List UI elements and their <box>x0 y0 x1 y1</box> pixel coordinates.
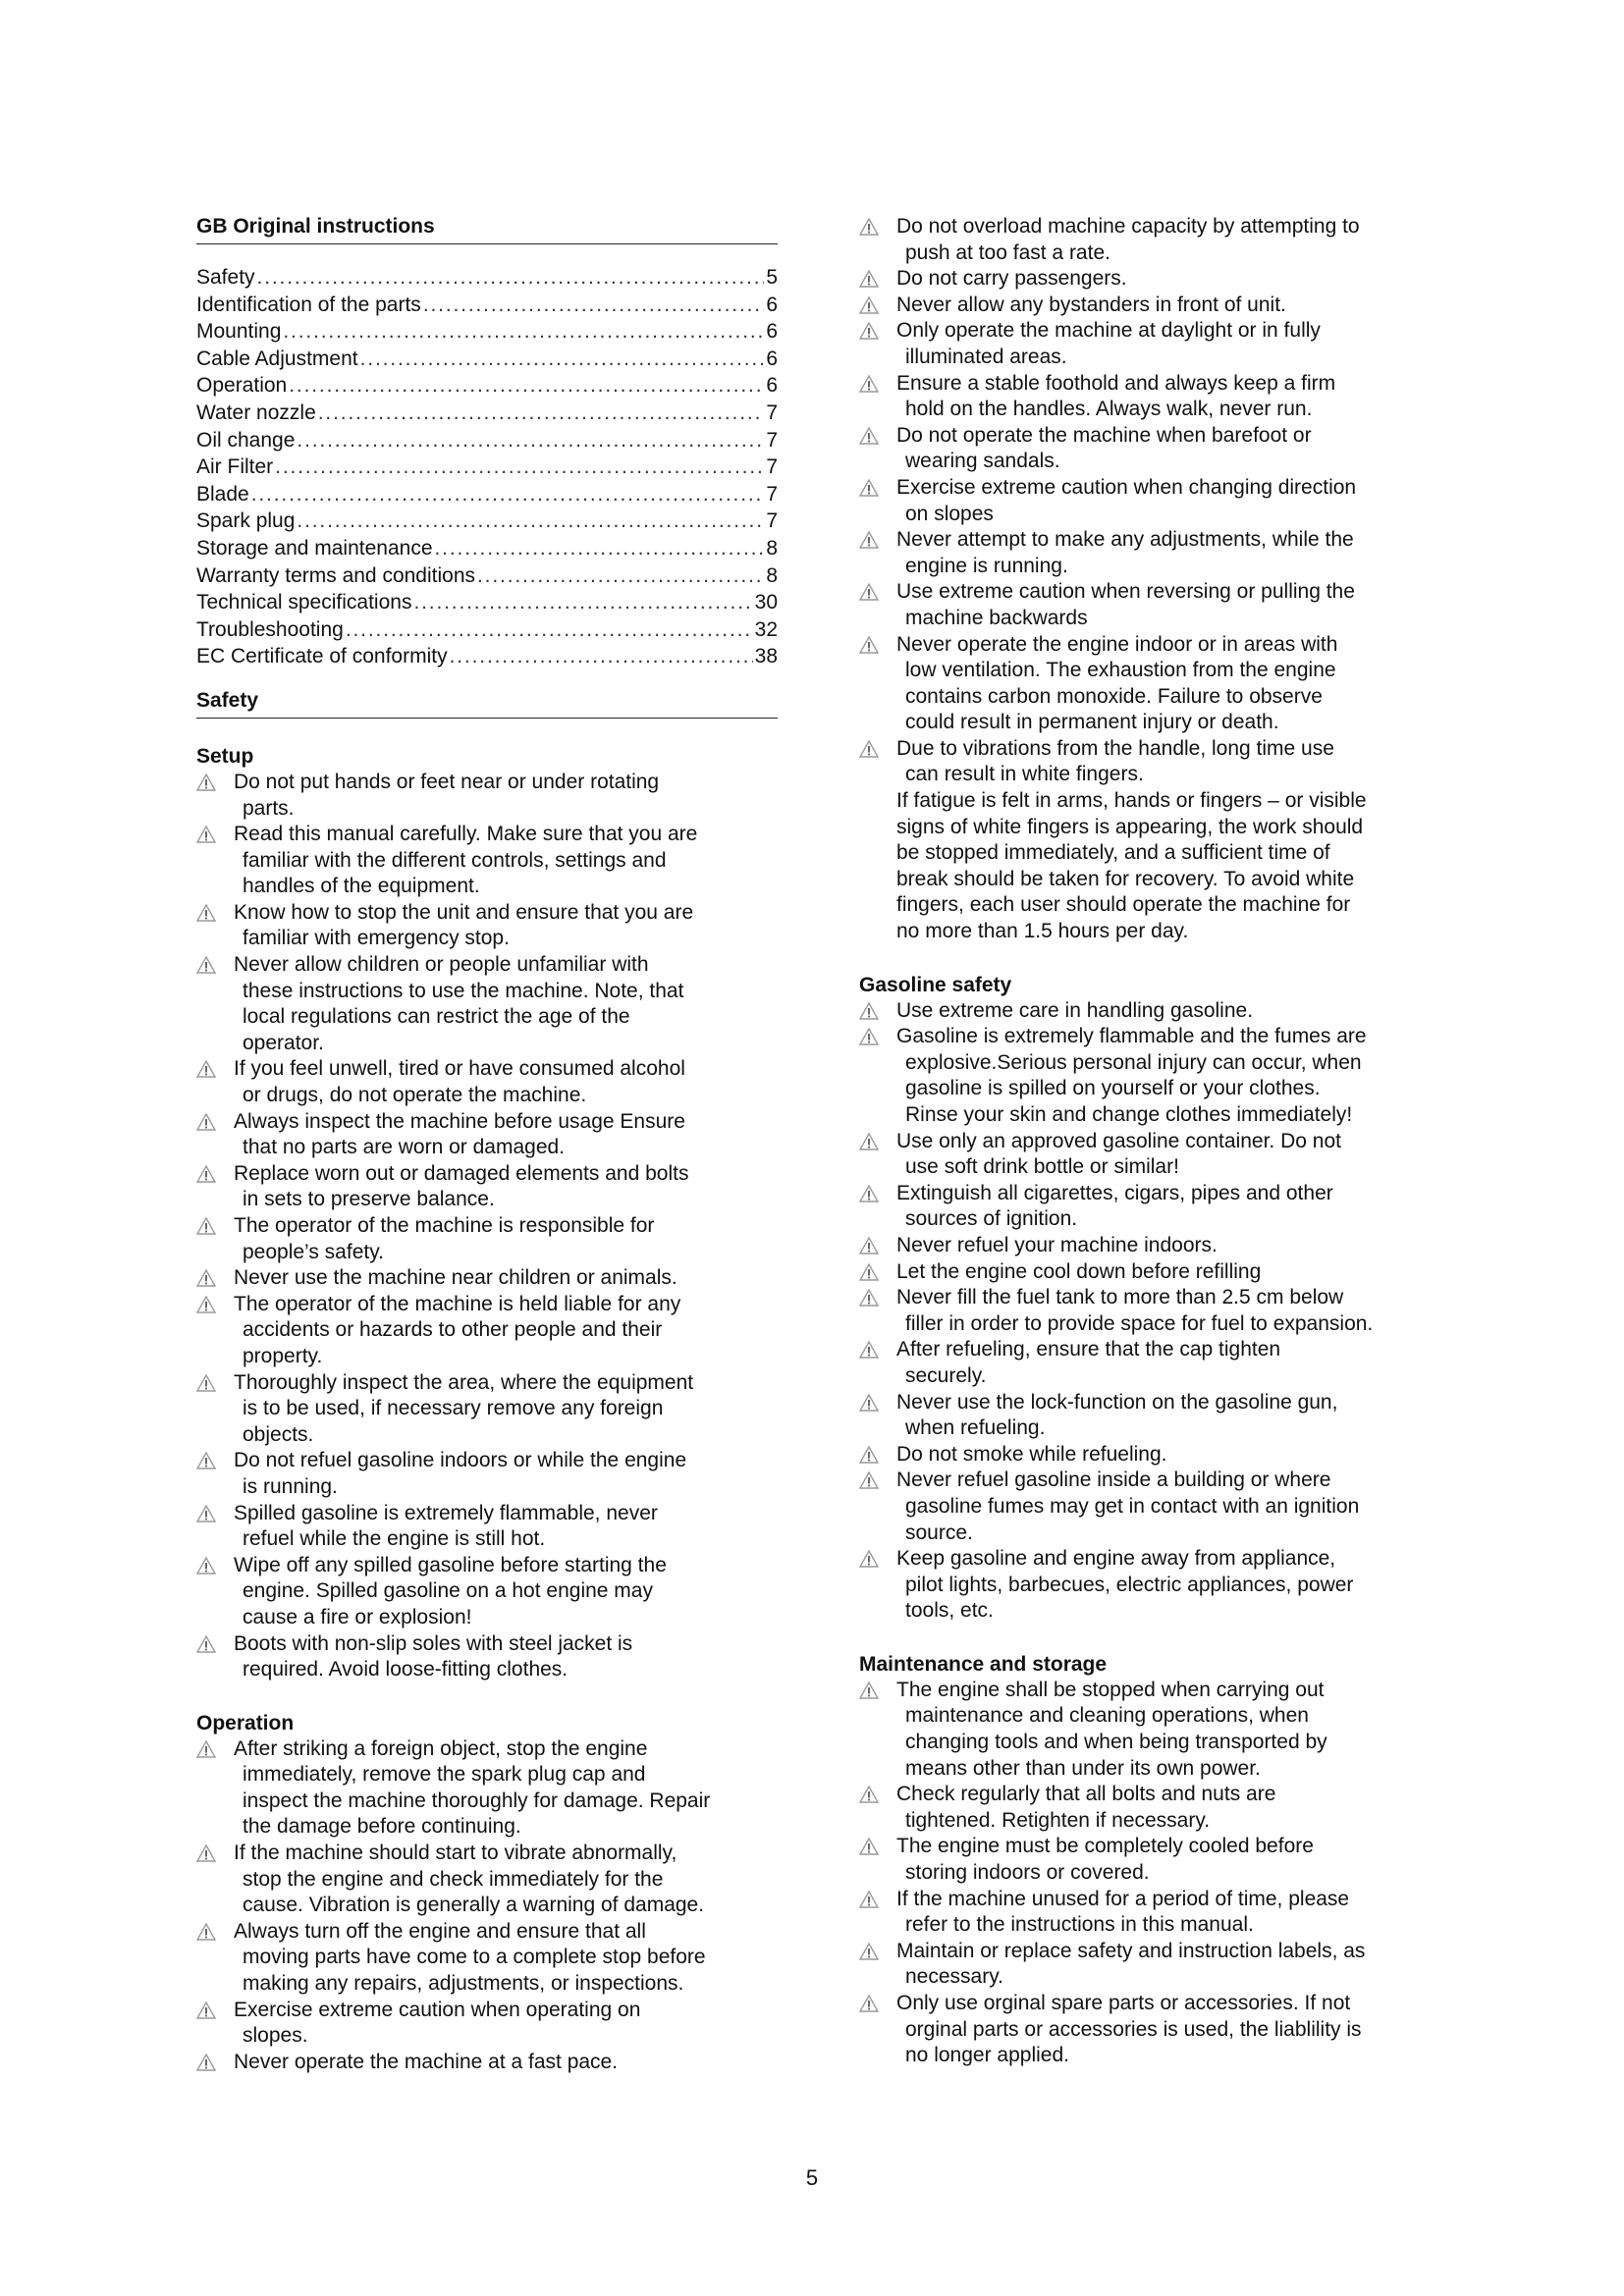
warning-text-line: use soft drink bottle or similar! <box>905 1155 1179 1179</box>
warning-triangle-icon <box>859 296 879 314</box>
warning-text-line: people’s safety. <box>243 1240 384 1263</box>
warning-text-line: necessary. <box>905 1965 1003 1989</box>
note-text-line: If fatigue is felt in arms, hands or fingers – or visible <box>896 789 1367 813</box>
warning-triangle-icon <box>196 1923 216 1941</box>
toc-leader-dots <box>275 454 764 481</box>
toc-title: Safety <box>196 266 255 289</box>
warning-text-line: maintenance and cleaning operations, when <box>905 1704 1309 1728</box>
warning-text-line: The engine must be completely cooled before <box>896 1835 1314 1858</box>
toc-page-number: 6 <box>766 320 778 344</box>
warning-triangle-icon <box>859 1028 879 1045</box>
toc-entry <box>196 427 778 454</box>
warning-text-line: on slopes <box>905 502 994 525</box>
warning-list-item <box>859 371 1448 423</box>
safety-heading: Safety <box>196 688 778 719</box>
warning-text-line: After refueling, ensure that the cap tighten <box>896 1338 1281 1362</box>
warning-text-line: Spilled gasoline is extremely flammable, never <box>234 1501 658 1524</box>
warning-text-line: changing tools and when being transported by <box>905 1731 1327 1754</box>
warning-text-line: required. Avoid loose-fitting clothes. <box>243 1658 568 1682</box>
warning-list-item <box>196 1919 778 1998</box>
toc-leader-dots <box>413 589 752 616</box>
warning-text-line: wearing sandals. <box>905 450 1060 473</box>
toc-entry <box>196 507 778 535</box>
warning-list-item <box>196 1631 778 1683</box>
warning-triangle-icon <box>859 583 879 601</box>
warning-list-item <box>859 1468 1448 1546</box>
warning-triangle-icon <box>859 218 879 236</box>
warning-list-item <box>859 1939 1448 1991</box>
warning-text-line: parts. <box>243 796 295 820</box>
warning-triangle-icon <box>196 1374 216 1392</box>
warning-text-line: is running. <box>243 1474 338 1498</box>
toc-entry <box>196 562 778 590</box>
warning-triangle-icon <box>196 2054 216 2071</box>
warning-list-item <box>196 1292 778 1370</box>
toc-leader-dots <box>289 372 764 400</box>
warning-list-item <box>859 423 1448 475</box>
warning-text-line: Read this manual carefully. Make sure that you are <box>234 823 698 846</box>
warning-text-line: immediately, remove the spark plug cap and <box>243 1763 646 1787</box>
toc-leader-dots <box>360 346 765 373</box>
warning-triangle-icon <box>859 322 879 340</box>
warning-text-line: local regulations can restrict the age of the <box>243 1005 630 1029</box>
warning-triangle-icon <box>196 1740 216 1758</box>
warning-text-line: tools, etc. <box>905 1599 994 1623</box>
warning-text-line: Know how to stop the unit and ensure that you are <box>234 900 694 924</box>
warning-list-item <box>859 1546 1448 1625</box>
warning-list-item <box>859 1024 1448 1128</box>
toc-page-number: 7 <box>766 455 778 479</box>
toc-leader-dots <box>477 562 764 590</box>
toc-title: Air Filter <box>196 455 274 479</box>
warning-list-item <box>196 1501 778 1553</box>
note-text-line: be stopped immediately, and a sufficient time of <box>896 841 1330 865</box>
warning-triangle-icon <box>196 774 216 791</box>
warning-list-item <box>859 1181 1448 1233</box>
warning-text-line: securely. <box>905 1363 987 1387</box>
warning-list-item <box>859 293 1448 319</box>
toc-entry <box>196 643 778 670</box>
warning-text-line: stop the engine and check immediately for the <box>243 1867 664 1891</box>
warning-triangle-icon <box>859 1289 879 1307</box>
note-text-line: fingers, each user should operate the machine for <box>896 893 1351 917</box>
warning-text-line: inspect the machine thoroughly for damage. Repair <box>243 1789 711 1812</box>
warning-list-item <box>859 318 1448 370</box>
warning-list-item <box>859 1991 1448 2069</box>
warning-text-line: After striking a foreign object, stop the engine <box>234 1736 648 1760</box>
warning-list-item <box>196 1448 778 1500</box>
warning-triangle-icon <box>859 1263 879 1281</box>
warning-triangle-icon <box>859 1471 879 1489</box>
warning-triangle-icon <box>859 375 879 393</box>
gasoline-safety-list <box>859 998 1448 1625</box>
operation-list <box>196 1736 778 2076</box>
operation-list-continued <box>859 214 1448 788</box>
warning-list-item <box>196 1998 778 2050</box>
toc-page-number: 7 <box>766 400 778 424</box>
warning-text-line: Only use orginal spare parts or accessories. If not <box>896 1992 1351 2014</box>
document-header: GB Original instructions <box>196 214 778 244</box>
toc-title: Operation <box>196 374 288 398</box>
warning-list-item <box>859 1442 1448 1468</box>
warning-text-line: Never allow any bystanders in front of unit. <box>896 293 1286 316</box>
toc-page-number: 32 <box>754 617 778 641</box>
warning-text-line: refer to the instructions in this manual. <box>905 1913 1254 1937</box>
toc-page-number: 6 <box>766 374 778 398</box>
warning-text-line: low ventilation. The exhaustion from the engine <box>905 659 1336 682</box>
warning-text-line: Extinguish all cigarettes, cigars, pipes and other <box>896 1181 1333 1204</box>
warning-text-line: Wipe off any spilled gasoline before starting the <box>234 1553 667 1576</box>
toc-entry <box>196 454 778 481</box>
toc-leader-dots <box>251 481 765 508</box>
warning-text-line: that no parts are worn or damaged. <box>243 1136 566 1159</box>
note-text-line: signs of white fingers is appearing, the work should <box>896 815 1364 838</box>
warning-text-line: Ensure a stable foothold and always keep a firm <box>896 371 1336 395</box>
warning-triangle-icon <box>859 479 879 497</box>
toc-title: Water nozzle <box>196 400 316 424</box>
warning-list-item <box>859 266 1448 293</box>
toc-title: Blade <box>196 482 249 506</box>
warning-text-line: pilot lights, barbecues, electric appliances, power <box>905 1573 1354 1596</box>
warning-text-line: filler in order to provide space for fuel to expansion. <box>905 1311 1374 1335</box>
warning-list-item <box>859 1834 1448 1886</box>
warning-list-item <box>859 632 1448 736</box>
warning-text-line: cause a fire or explosion! <box>243 1605 472 1629</box>
warning-triangle-icon <box>196 826 216 843</box>
warning-text-line: Replace worn out or damaged elements and bolts <box>234 1161 689 1185</box>
toc-page-number: 5 <box>766 266 778 289</box>
maintenance-list <box>859 1678 1448 2069</box>
toc-entry <box>196 400 778 427</box>
warning-text-line: Thoroughly inspect the area, where the equipment <box>234 1370 694 1394</box>
warning-list-item <box>196 1553 778 1631</box>
warning-text-line: If you feel unwell, tired or have consumed alcohol <box>234 1057 685 1081</box>
warning-list-item <box>196 1841 778 1919</box>
warning-list-item <box>859 579 1448 631</box>
toc-title: Cable Adjustment <box>196 347 358 370</box>
warning-triangle-icon <box>196 1217 216 1235</box>
warning-triangle-icon <box>196 1113 216 1131</box>
warning-triangle-icon <box>859 1891 879 1908</box>
warning-triangle-icon <box>859 1237 879 1255</box>
warning-triangle-icon <box>196 1296 216 1313</box>
warning-text-line: means other than under its own power. <box>905 1756 1261 1780</box>
warning-triangle-icon <box>859 1341 879 1359</box>
warning-text-line: accidents or hazards to other people and their <box>243 1318 663 1342</box>
warning-triangle-icon <box>196 1844 216 1862</box>
warning-text-line: slopes. <box>243 2024 308 2048</box>
note-text-line: break should be taken for recovery. To avoid white <box>896 867 1355 890</box>
toc-entry <box>196 589 778 616</box>
toc-entry <box>196 372 778 400</box>
warning-text-line: tightened. Retighten if necessary. <box>905 1808 1211 1832</box>
warning-triangle-icon <box>859 1133 879 1150</box>
maintenance-heading: Maintenance and storage <box>859 1652 1108 1676</box>
warning-text-line: machine backwards <box>905 606 1088 629</box>
toc-leader-dots <box>297 507 764 535</box>
warning-triangle-icon <box>859 531 879 549</box>
warning-triangle-icon <box>859 1185 879 1202</box>
warning-text-line: Do not carry passengers. <box>896 267 1127 291</box>
warning-text-line: Only operate the machine at daylight or in fully <box>896 319 1321 343</box>
warning-triangle-icon <box>859 1943 879 1960</box>
warning-text-line: gasoline fumes may get in contact with an ignition <box>905 1494 1360 1518</box>
warning-triangle-icon <box>859 427 879 445</box>
warning-text-line: explosive.Serious personal injury can occur, when <box>905 1050 1362 1074</box>
left-column <box>196 214 778 2075</box>
warning-list-item <box>196 770 778 822</box>
toc-page-number: 7 <box>766 509 778 533</box>
warning-triangle-icon <box>196 904 216 922</box>
warning-text-line: Never allow children or people unfamiliar with <box>234 953 649 977</box>
warning-text-line: in sets to preserve balance. <box>243 1188 495 1211</box>
warning-text-line: contains carbon monoxide. Failure to observe <box>905 684 1323 708</box>
warning-text-line: Do not smoke while refueling. <box>896 1442 1167 1466</box>
warning-text-line: familiar with emergency stop. <box>243 927 510 950</box>
warning-text-line: Check regularly that all bolts and nuts are <box>896 1783 1276 1806</box>
operation-heading: Operation <box>196 1711 295 1735</box>
warning-text-line: Maintain or replace safety and instruction labels, as <box>896 1939 1366 1962</box>
warning-text-line: gasoline is spilled on yourself or your clothes. <box>905 1077 1321 1100</box>
toc-title: Warranty terms and conditions <box>196 563 476 587</box>
warning-text-line: Boots with non-slip soles with steel jacket is <box>234 1631 633 1655</box>
toc-page-number: 8 <box>766 536 778 560</box>
warning-list-item <box>196 952 778 1056</box>
toc-page-number: 6 <box>766 347 778 370</box>
toc-title: Identification of the parts <box>196 293 421 316</box>
warning-text-line: illuminated areas. <box>905 345 1067 368</box>
warning-triangle-icon <box>196 2002 216 2019</box>
warning-text-line: Never operate the engine indoor or in areas with <box>896 632 1338 656</box>
warning-list-item <box>859 1285 1448 1337</box>
warning-text-line: Rinse your skin and change clothes immediately! <box>905 1103 1353 1126</box>
page-number: 5 <box>805 2165 819 2190</box>
warning-text-line: If the machine unused for a period of time, please <box>896 1887 1350 1910</box>
warning-text-line: the damage before continuing. <box>243 1815 521 1839</box>
warning-text-line: Use extreme care in handling gasoline. <box>896 998 1254 1022</box>
warning-text-line: these instructions to use the machine. Note, that <box>243 979 684 1002</box>
warning-list-item <box>196 1370 778 1449</box>
warning-text-line: is to be used, if necessary remove any foreign <box>243 1397 664 1420</box>
warning-text-line: hold on the handles. Always walk, never run. <box>905 398 1313 421</box>
warning-text-line: Keep gasoline and engine away from appliance, <box>896 1547 1336 1571</box>
warning-triangle-icon <box>196 956 216 974</box>
warning-list-item <box>196 1265 778 1292</box>
toc-page-number: 38 <box>754 645 778 668</box>
warning-text-line: moving parts have come to a complete stop before <box>243 1946 706 1969</box>
warning-text-line: refuel while the engine is still hot. <box>243 1527 546 1551</box>
warning-list-item <box>859 1390 1448 1442</box>
warning-list-item <box>859 998 1448 1025</box>
warning-list-item <box>859 1233 1448 1259</box>
warning-text-line: The operator of the machine is held liable for any <box>234 1292 681 1315</box>
toc-page-number: 6 <box>766 293 778 316</box>
warning-triangle-icon <box>196 1269 216 1287</box>
note-text-line: no more than 1.5 hours per day. <box>896 920 1189 943</box>
toc-page-number: 8 <box>766 563 778 587</box>
warning-text-line: can result in white fingers. <box>905 763 1144 786</box>
warning-text-line: push at too fast a rate. <box>905 240 1110 264</box>
warning-text-line: Do not overload machine capacity by attempting to <box>896 215 1360 238</box>
setup-list <box>196 770 778 1683</box>
warning-text-line: handles of the equipment. <box>243 875 480 898</box>
warning-list-item <box>859 1678 1448 1782</box>
warning-list-item <box>859 1887 1448 1939</box>
toc-entry <box>196 318 778 346</box>
toc-entry <box>196 616 778 644</box>
warning-text-line: when refueling. <box>905 1416 1046 1440</box>
warning-list-item <box>196 822 778 900</box>
toc-leader-dots <box>423 292 765 319</box>
warning-list-item <box>859 1259 1448 1286</box>
toc-page-number: 7 <box>766 428 778 452</box>
warning-triangle-icon <box>859 1838 879 1855</box>
warning-triangle-icon <box>196 1557 216 1575</box>
warning-list-item <box>196 1056 778 1108</box>
toc-title: Technical specifications <box>196 591 412 614</box>
warning-list-item <box>859 214 1448 266</box>
warning-list-item <box>196 1161 778 1213</box>
toc-leader-dots <box>257 264 765 292</box>
warning-triangle-icon <box>196 1165 216 1183</box>
warning-text-line: The engine shall be stopped when carrying out <box>896 1678 1325 1701</box>
toc-leader-dots <box>435 535 765 562</box>
warning-list-item <box>859 475 1448 527</box>
warning-triangle-icon <box>196 1635 216 1653</box>
warning-text-line: Never refuel your machine indoors. <box>896 1233 1218 1256</box>
warning-text-line: Do not operate the machine when barefoot or <box>896 423 1312 447</box>
warning-list-item <box>196 900 778 952</box>
warning-triangle-icon <box>196 1505 216 1522</box>
warning-text-line: Never operate the machine at a fast pace. <box>234 2050 619 2073</box>
toc-page-number: 30 <box>754 591 778 614</box>
table-of-contents <box>196 264 778 670</box>
warning-text-line: could result in permanent injury or death. <box>905 711 1279 734</box>
warning-triangle-icon <box>859 1682 879 1699</box>
toc-entry <box>196 481 778 508</box>
setup-heading: Setup <box>196 744 254 768</box>
warning-text-line: sources of ignition. <box>905 1207 1078 1231</box>
warning-text-line: orginal parts or accessories is used, the liablility is <box>905 2017 1362 2041</box>
warning-list-item <box>196 1109 778 1161</box>
warning-triangle-icon <box>859 270 879 288</box>
toc-leader-dots <box>318 400 765 427</box>
warning-text-line: no longer applied. <box>905 2044 1069 2067</box>
warning-triangle-icon <box>859 636 879 654</box>
warning-text-line: engine is running. <box>905 554 1068 577</box>
warning-text-line: Never use the machine near children or animals. <box>234 1266 677 1290</box>
warning-text-line: Do not refuel gasoline indoors or while the engine <box>234 1449 687 1472</box>
warning-text-line: Exercise extreme caution when changing direction <box>896 475 1357 499</box>
warning-list-item <box>859 1337 1448 1389</box>
toc-title: Mounting <box>196 320 282 344</box>
toc-page-number: 7 <box>766 482 778 506</box>
toc-title: Troubleshooting <box>196 617 344 641</box>
warning-list-item <box>196 1213 778 1265</box>
toc-leader-dots <box>346 616 753 644</box>
toc-entry <box>196 264 778 292</box>
toc-title: Oil change <box>196 428 296 452</box>
warning-triangle-icon <box>196 1452 216 1469</box>
warning-triangle-icon <box>859 1002 879 1020</box>
right-column <box>859 214 1448 2069</box>
warning-text-line: Never refuel gasoline inside a building or where <box>896 1468 1331 1492</box>
warning-text-line: storing indoors or covered. <box>905 1861 1150 1885</box>
warning-text-line: or drugs, do not operate the machine. <box>243 1084 587 1107</box>
vibration-note <box>859 788 1448 945</box>
warning-text-line: Use extreme caution when reversing or pulling the <box>896 580 1355 604</box>
warning-triangle-icon <box>859 1786 879 1803</box>
warning-triangle-icon <box>859 1394 879 1412</box>
warning-triangle-icon <box>196 1060 216 1078</box>
warning-list-item <box>196 2050 778 2076</box>
warning-triangle-icon <box>859 1446 879 1464</box>
warning-text-line: Use only an approved gasoline container. Do not <box>896 1129 1341 1152</box>
toc-leader-dots <box>297 427 764 454</box>
warning-text-line: objects. <box>243 1422 314 1446</box>
warning-text-line: Gasoline is extremely flammable and the fumes are <box>896 1025 1367 1048</box>
warning-triangle-icon <box>859 1995 879 2012</box>
warning-text-line: Do not put hands or feet near or under rotating <box>234 770 660 793</box>
warning-text-line: Due to vibrations from the handle, long time use <box>896 736 1334 760</box>
toc-entry <box>196 346 778 373</box>
warning-text-line: property. <box>243 1344 323 1367</box>
warning-list-item <box>196 1736 778 1841</box>
warning-triangle-icon <box>859 740 879 758</box>
warning-text-line: making any repairs, adjustments, or inspections. <box>243 1972 684 1996</box>
warning-text-line: Always turn off the engine and ensure that all <box>234 1919 646 1943</box>
toc-entry <box>196 292 778 319</box>
warning-text-line: Never fill the fuel tank to more than 2.5 cm below <box>896 1286 1344 1309</box>
warning-triangle-icon <box>859 1550 879 1568</box>
toc-leader-dots <box>283 318 764 346</box>
toc-title: Spark plug <box>196 509 296 533</box>
warning-text-line: Always inspect the machine before usage Ensure <box>234 1109 685 1133</box>
warning-list-item <box>859 527 1448 579</box>
warning-text-line: cause. Vibration is generally a warning of damage. <box>243 1894 705 1917</box>
warning-list-item <box>859 1782 1448 1834</box>
gasoline-safety-heading: Gasoline safety <box>859 973 1012 996</box>
warning-text-line: engine. Spilled gasoline on a hot engine may <box>243 1579 653 1603</box>
toc-entry <box>196 535 778 562</box>
toc-title: Storage and maintenance <box>196 536 433 560</box>
warning-list-item <box>859 1129 1448 1181</box>
warning-text-line: Never use the lock-function on the gasoline gun, <box>896 1390 1338 1414</box>
warning-text-line: If the machine should start to vibrate abnormally, <box>234 1842 677 1865</box>
warning-text-line: source. <box>905 1521 973 1544</box>
warning-text-line: operator. <box>243 1031 324 1054</box>
warning-text-line: The operator of the machine is responsible for <box>234 1214 655 1237</box>
warning-text-line: Let the engine cool down before refilling <box>896 1259 1262 1283</box>
warning-text-line: Never attempt to make any adjustments, while the <box>896 528 1354 552</box>
warning-list-item <box>859 736 1448 788</box>
toc-title: EC Certificate of conformity <box>196 645 448 668</box>
warning-text-line: Exercise extreme caution when operating on <box>234 1998 641 2021</box>
warning-text-line: familiar with the different controls, settings and <box>243 848 667 872</box>
toc-leader-dots <box>450 643 753 670</box>
